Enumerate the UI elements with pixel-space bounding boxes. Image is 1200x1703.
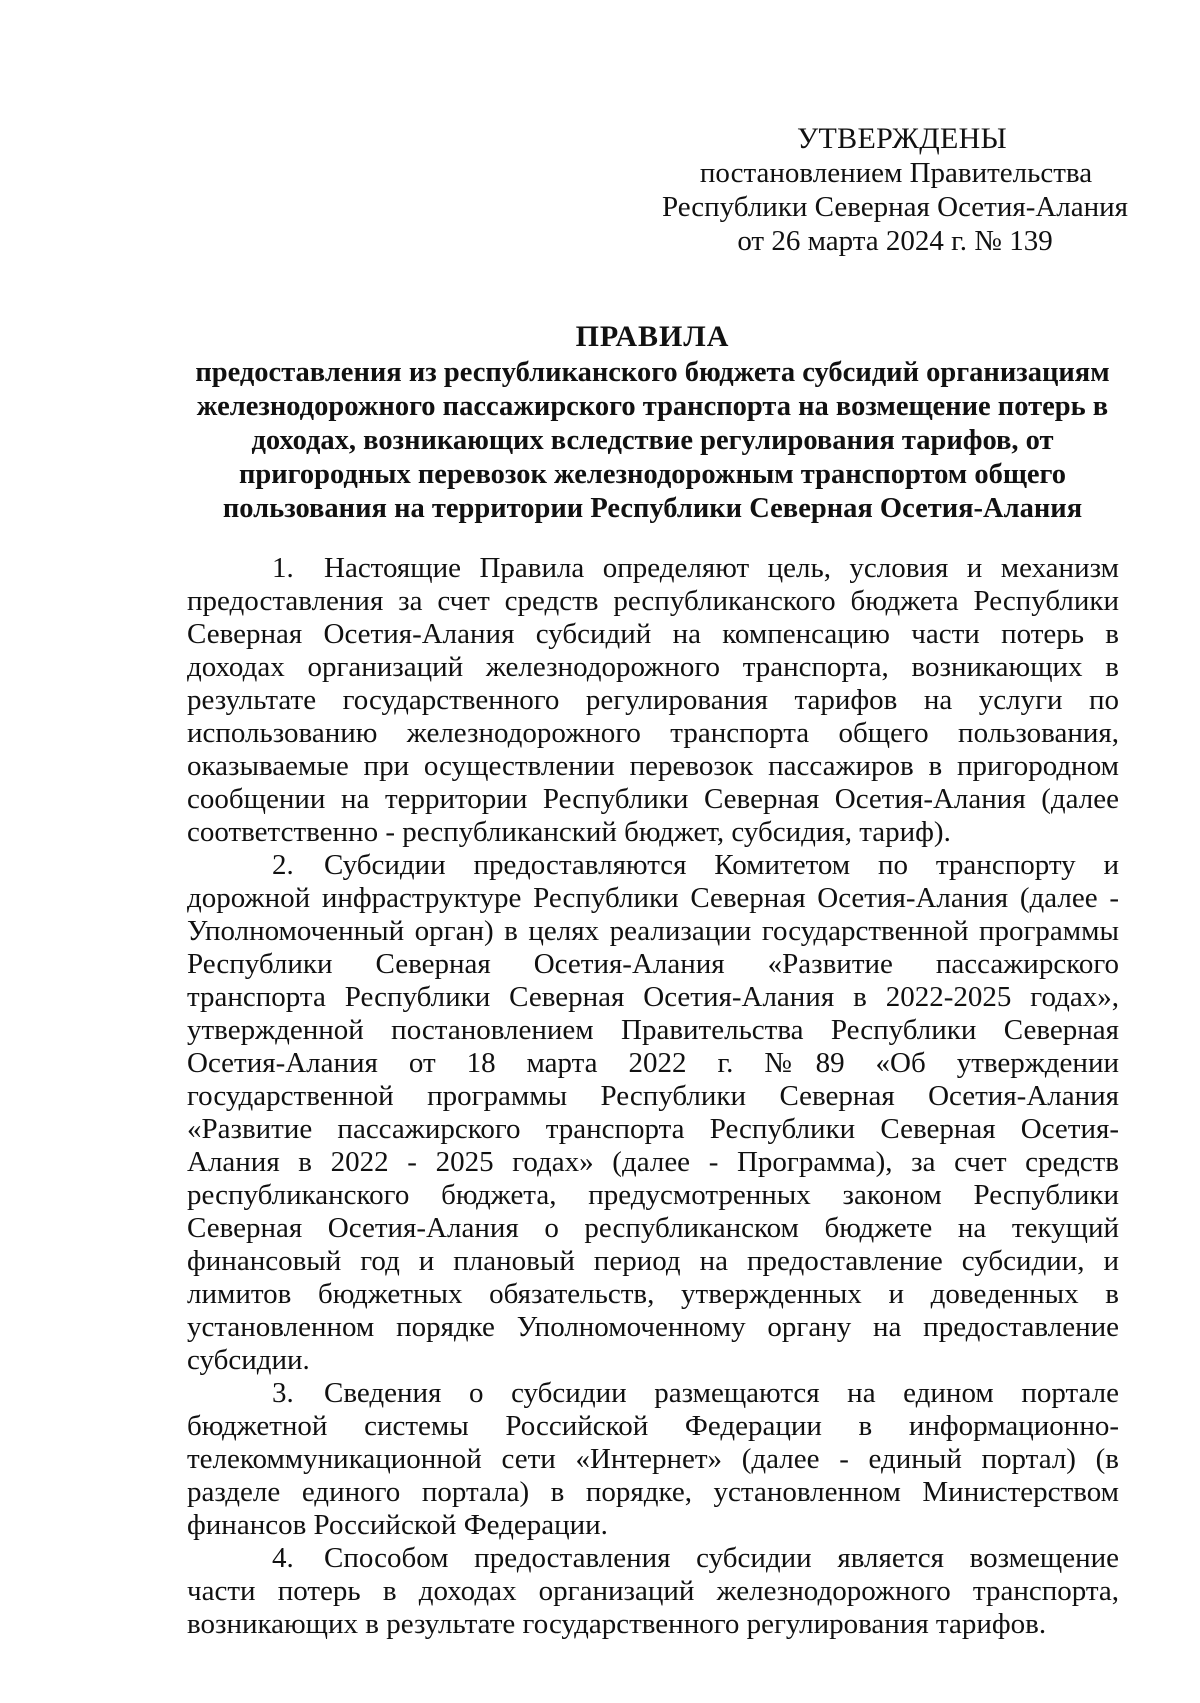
paragraph-4 [187,1542,1119,1641]
document-subtitle: предоставления из республиканского бюджета субсидий организациям железнодорожного пассажирского транспорта на возмещение потерь в доходах, возникающих вследствие регулирования тарифов, от пригородных перевозок железнодорожным транспортом общего пользования на территории Республики Северная Осетия-Алания [195,357,1110,524]
document-title-block [185,320,1120,526]
paragraph-number: 1. [272,552,294,584]
paragraph-text: Субсидии предоставляются Комитетом по транспорту и дорожной инфраструктуре Республики Северная Осетия-Алания (далее - Уполномоченный орган) в целях реализации государственной программы Республики Северная Осетия-Алания «Развитие пассажирского транспорта Республики Северная Осетия-Алания в 2022-2025 годах», утвержденной постановлением Правительства Республики Северная Осетия-Алания от 18 марта 2022 г. №89 «Об утверждении государственной программы Республики Северная Осетия-Алания «Развитие пассажирского транспорта Республики Северная Осетия-Алания в 2022 - 2025 годах» (далее - Программа), за счет средств республиканского бюджета, предусмотренных законом Республики Северная Осетия-Алания о республиканском бюджете на текущий финансовый год и плановый период на предоставление субсидии, и лимитов бюджетных обязательств, утвержденных и доведенных в установленном порядке Уполномоченному органу на предоставление субсидии. [187,849,1119,1376]
paragraph-number: 2. [272,849,294,881]
paragraph-text: Настоящие Правила определяют цель, условия и механизм предоставления за счет средств республиканского бюджета Республики Северная Осетия-Алания субсидий на компенсацию части потерь в доходах организаций железнодорожного транспорта, возникающих в результате государственного регулирования тарифов на услуги по использованию железнодорожного транспорта общего пользования, оказываемые при осуществлении перевозок пассажиров в пригородном сообщении на территории Республики Северная Осетия-Алания (далее соответственно - республиканский бюджет, субсидия, тариф). [187,552,1119,848]
approval-heading: УТВЕРЖДЕНЫ [796,122,1008,155]
paragraph-text: Сведения о субсидии размещаются на едином портале бюджетной системы Российской Федерации в информационно-телекоммуникационной сети «Интернет» (далее - единый портал) (в разделе единого портала) в порядке, установленном Министерством финансов Российской Федерации. [187,1377,1119,1541]
document-body [187,552,1119,1641]
document-title: ПРАВИЛА [575,320,730,353]
approval-line-resolution: постановлением Правительства [699,157,1093,189]
approval-stamp [660,122,1130,258]
paragraph-1 [187,552,1119,849]
paragraph-text: Способом предоставления субсидии является возмещение части потерь в доходах организаций железнодорожного транспорта, возникающих в результате государственного регулирования тарифов. [187,1542,1119,1640]
paragraph-number: 3. [272,1377,294,1409]
paragraph-3 [187,1377,1119,1542]
paragraph-number: 4. [272,1542,294,1574]
approval-line-republic: Республики Северная Осетия-Алания [661,191,1129,223]
paragraph-2 [187,849,1119,1377]
approval-line-date: от 26 марта 2024 г. № 139 [737,225,1053,257]
